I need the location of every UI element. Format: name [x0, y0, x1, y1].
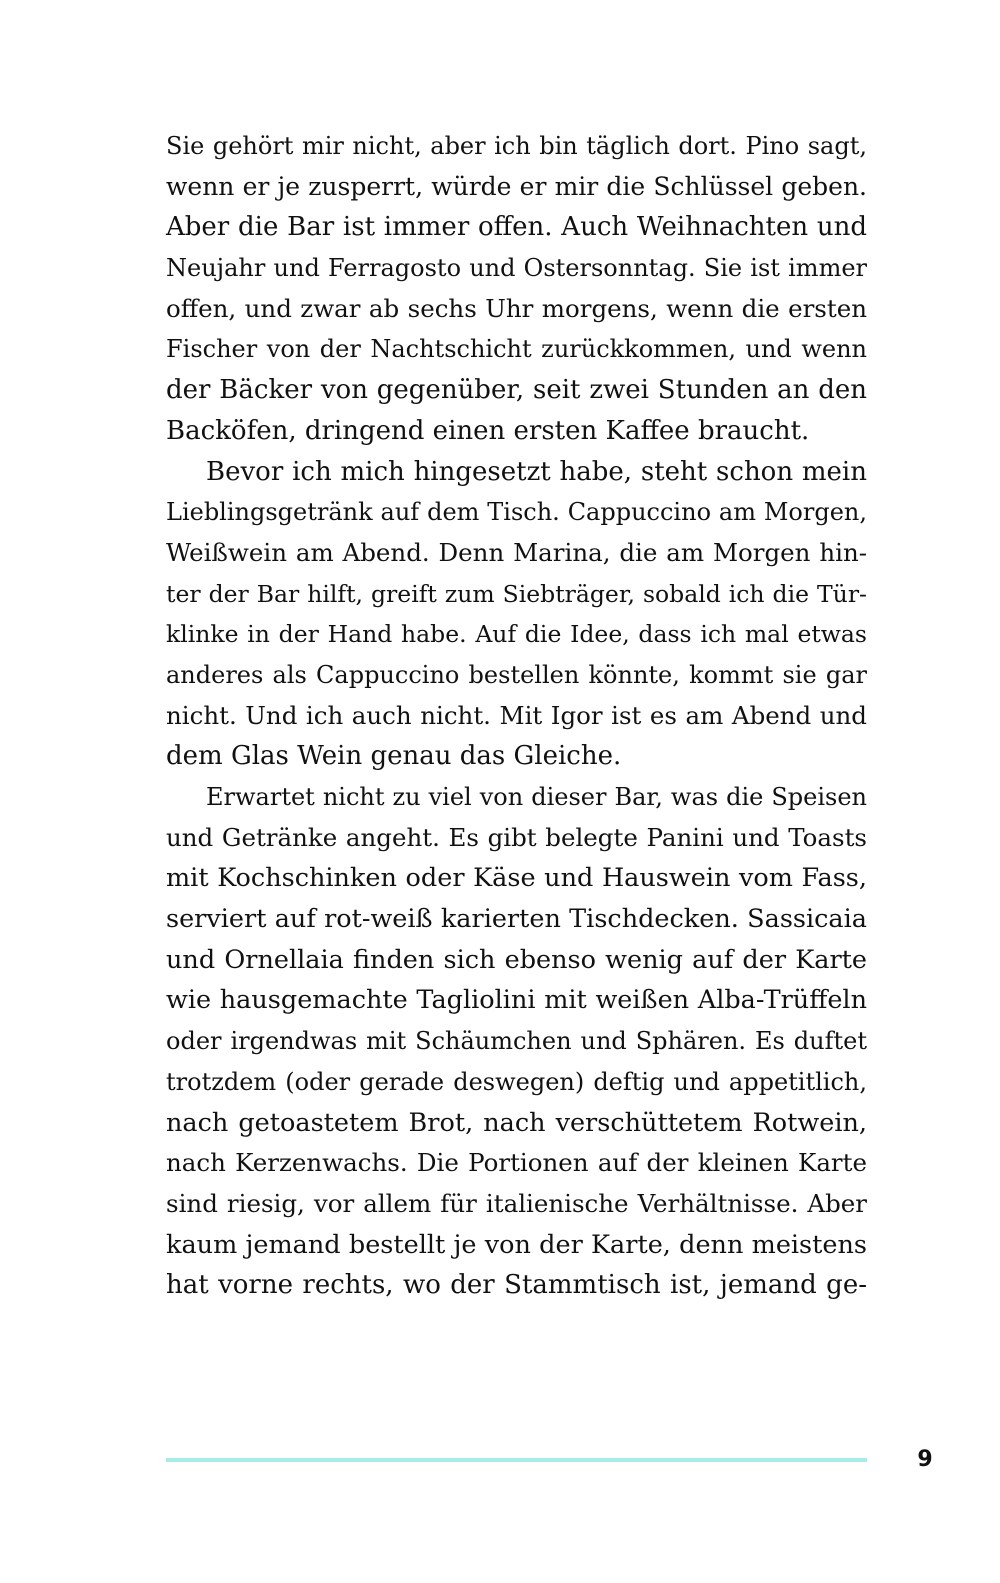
text-line: sind riesig, vor allem für italienische Verhältnisse. Aber: [166, 1188, 867, 1218]
text-line: Sie gehört mir nicht, aber ich bin täglich dort. Pino sagt,: [166, 132, 867, 160]
text-line: Backöfen, dringend einen ersten Kaffee braucht.: [166, 415, 810, 446]
page-number: 9: [917, 1447, 933, 1472]
text-line: ter der Bar hilft, greift zum Siebträger, sobald ich die Tür-: [166, 579, 867, 608]
footer-rule: [166, 1458, 867, 1462]
text-line: Fischer von der Nachtschicht zurückkommen, und wenn: [166, 335, 867, 364]
text-line: nach Kerzenwachs. Die Portionen auf der kleinen Karte: [166, 1148, 867, 1178]
text-line: serviert auf rot-weiß karierten Tischdecken. Sassicaia: [166, 904, 867, 935]
text-line: mit Kochschinken oder Käse und Hauswein vom Fass,: [166, 863, 867, 894]
text-line: kaum jemand bestellt je von der Karte, denn meistens: [166, 1229, 867, 1260]
text-line: oder irgendwas mit Schäumchen und Sphären. Es duftet: [166, 1027, 867, 1056]
text-line: wenn er je zusperrt, würde er mir die Schlüssel geben.: [166, 171, 867, 201]
text-line: Bevor ich mich hingesetzt habe, steht schon mein: [206, 456, 867, 487]
text-line: Erwartet nicht zu viel von dieser Bar, was die Speisen: [206, 783, 867, 811]
text-line: Weißwein am Abend. Denn Marina, die am Morgen hin-: [166, 537, 867, 567]
text-line: der Bäcker von gegenüber, seit zwei Stunden an den: [166, 375, 867, 406]
text-line: trotzdem (oder gerade deswegen) deftig und appetitlich,: [166, 1067, 867, 1096]
paragraph: [166, 126, 867, 452]
text-line: Neujahr und Ferragosto und Ostersonntag. Sie ist immer: [166, 254, 867, 283]
text-line: wie hausgemachte Tagliolini mit weißen Alba-Trüffeln: [166, 985, 867, 1016]
text-line: und Getränke angeht. Es gibt belegte Panini und Toasts: [166, 822, 867, 852]
text-line: nicht. Und ich auch nicht. Mit Igor ist es am Abend und: [166, 700, 867, 730]
text-line: anderes als Cappuccino bestellen könnte, kommt sie gar: [166, 660, 867, 689]
paragraph: [166, 777, 867, 1306]
text-line: und Ornellaia finden sich ebenso wenig auf der Karte: [166, 944, 867, 975]
text-line: Lieblingsgetränk auf dem Tisch. Cappuccino am Morgen,: [166, 498, 867, 527]
text-line: Aber die Bar ist immer offen. Auch Weihnachten und: [166, 212, 867, 243]
text-line: hat vorne rechts, wo der Stammtisch ist, jemand ge-: [166, 1270, 867, 1301]
text-line: klinke in der Hand habe. Auf die Idee, dass ich mal etwas: [166, 620, 867, 649]
text-line: dem Glas Wein genau das Gleiche.: [166, 741, 622, 772]
text-line: offen, und zwar ab sechs Uhr morgens, wenn die ersten: [166, 293, 867, 323]
text-line: nach getoastetem Brot, nach verschüttetem Rotwein,: [166, 1107, 867, 1138]
paragraph: [166, 452, 867, 778]
body-text: [166, 126, 867, 1306]
